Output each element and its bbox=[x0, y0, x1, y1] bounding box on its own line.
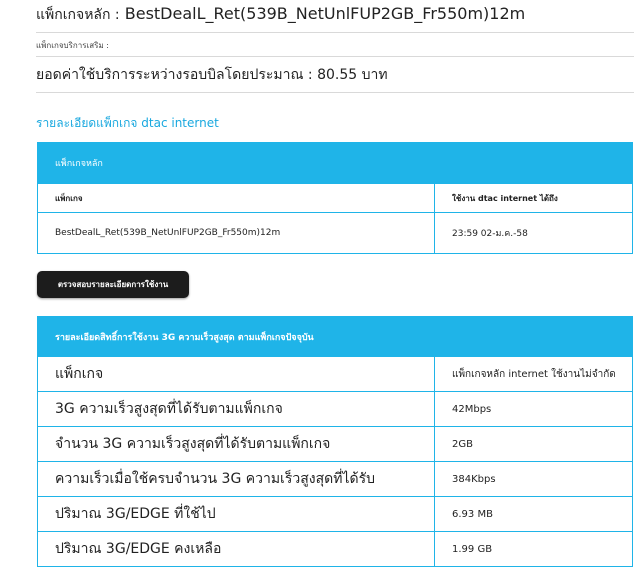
row-value: 42Mbps bbox=[435, 392, 633, 427]
divider bbox=[36, 92, 634, 93]
package-table-title: แพ็กเกจหลัก bbox=[38, 143, 633, 184]
table-row bbox=[38, 357, 633, 392]
row-value: 6.93 MB bbox=[435, 497, 633, 532]
row-label: จำนวน 3G ความเร็วสูงสุดที่ได้รับตามแพ็กเกจ bbox=[38, 427, 435, 462]
table-row bbox=[38, 392, 633, 427]
table-row bbox=[38, 213, 633, 254]
estimated-charge-unit: บาท bbox=[361, 67, 388, 83]
column-header-package: แพ็กเกจ bbox=[38, 184, 435, 213]
section-title: รายละเอียดแพ็กเกจ dtac internet bbox=[36, 116, 219, 130]
row-label: ปริมาณ 3G/EDGE คงเหลือ bbox=[38, 532, 435, 567]
table-row bbox=[38, 497, 633, 532]
estimated-charge-label: ยอดค่าใช้บริการระหว่างรอบบิลโดยประมาณ : bbox=[36, 67, 313, 83]
row-label: ความเร็วเมื่อใช้ครบจำนวน 3G ความเร็วสูงสุดที่ได้รับ bbox=[38, 462, 435, 497]
table-row bbox=[38, 427, 633, 462]
row-value: 384Kbps bbox=[435, 462, 633, 497]
row-label: ปริมาณ 3G/EDGE ที่ใช้ไป bbox=[38, 497, 435, 532]
column-header-usage-until: ใช้งาน dtac internet ได้ถึง bbox=[435, 184, 633, 213]
table-row bbox=[38, 532, 633, 567]
main-package-label: แพ็กเกจหลัก : bbox=[36, 7, 120, 23]
main-package-value: BestDealL_Ret(539B_NetUnlFUP2GB_Fr550m)12m bbox=[124, 4, 526, 23]
estimated-charge-line bbox=[36, 64, 388, 86]
row-value: แพ็กเกจหลัก internet ใช้งานไม่จำกัด bbox=[435, 357, 633, 392]
table-row bbox=[38, 462, 633, 497]
row-label: แพ็กเกจ bbox=[38, 357, 435, 392]
usage-until-cell: 23:59 02-ม.ค.-58 bbox=[435, 213, 633, 254]
divider bbox=[36, 56, 634, 57]
package-table-column-headers bbox=[38, 184, 633, 213]
package-table bbox=[37, 142, 633, 254]
main-package-line bbox=[36, 4, 525, 26]
row-value: 1.99 GB bbox=[435, 532, 633, 567]
usage-rights-title: รายละเอียดสิทธิ์การใช้งาน 3G ความเร็วสูงสุด ตามแพ็กเกจปัจจุบัน bbox=[38, 317, 633, 357]
usage-rights-table bbox=[37, 316, 633, 567]
divider bbox=[36, 32, 634, 33]
package-table-header bbox=[38, 143, 633, 184]
addon-package-label: แพ็กเกจบริการเสริม : bbox=[36, 41, 109, 50]
usage-rights-header bbox=[38, 317, 633, 357]
row-label: 3G ความเร็วสูงสุดที่ได้รับตามแพ็กเกจ bbox=[38, 392, 435, 427]
package-name-cell: BestDealL_Ret(539B_NetUnlFUP2GB_Fr550m)12m bbox=[38, 213, 435, 254]
estimated-charge-value: 80.55 bbox=[317, 67, 358, 83]
check-usage-details-button[interactable]: ตรวจสอบรายละเอียดการใช้งาน bbox=[37, 271, 189, 298]
row-value: 2GB bbox=[435, 427, 633, 462]
